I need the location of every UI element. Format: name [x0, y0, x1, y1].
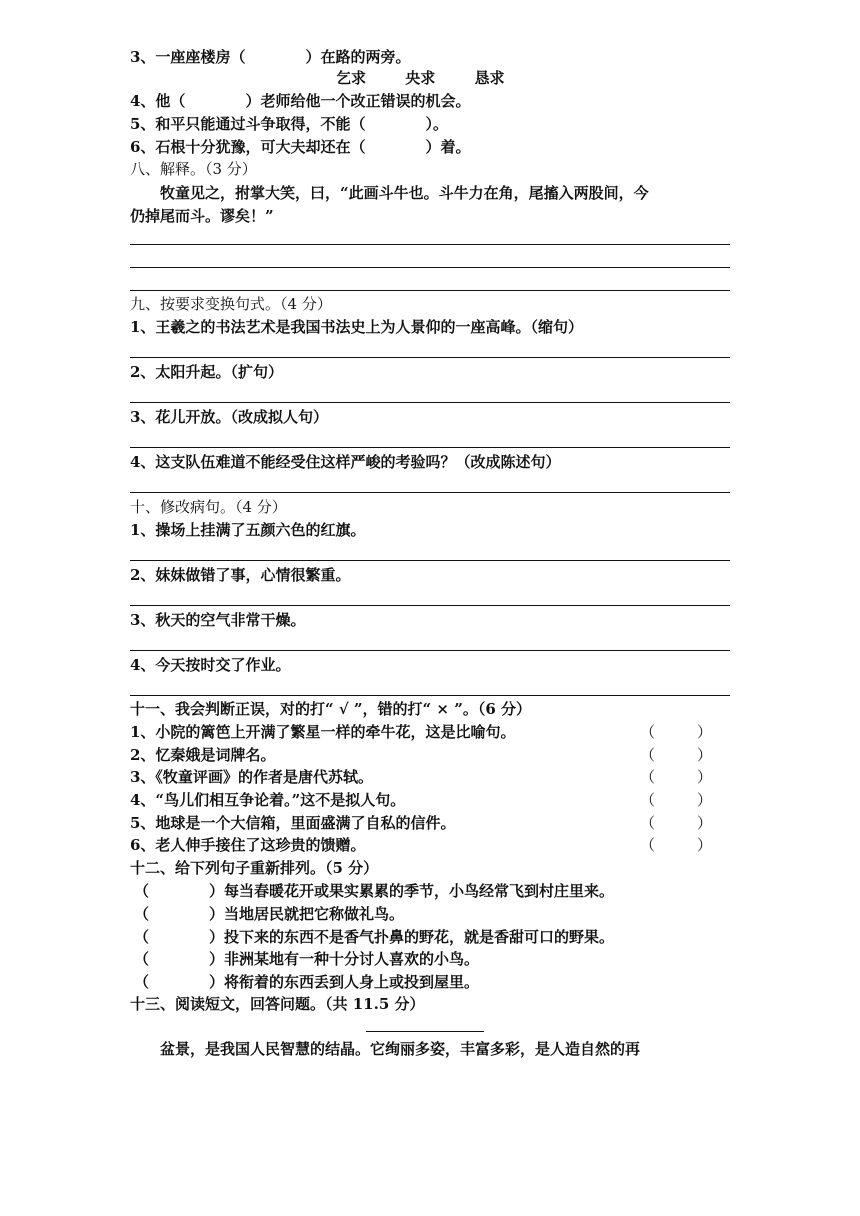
title-blank-line: [366, 1031, 484, 1032]
q8-text-line-2: 仍掉尾而斗。谬矣！”: [130, 207, 274, 225]
q11-answer-box-3[interactable]: [640, 766, 712, 788]
q11-answer-box-2[interactable]: [640, 744, 712, 766]
open-paren: （: [640, 814, 656, 832]
q8-answer-line-2[interactable]: [130, 267, 730, 268]
q11-answer-box-6[interactable]: [640, 834, 712, 856]
q9-answer-line-1[interactable]: [130, 357, 730, 358]
q9-answer-line-4[interactable]: [130, 492, 730, 493]
close-paren: ）: [696, 768, 712, 786]
q11-answer-box-5[interactable]: [640, 812, 712, 834]
q7-option-3: 恳求: [474, 69, 505, 87]
q11-item-1: 1、小院的篱笆上开满了繁星一样的牵牛花，这是比喻句。: [130, 723, 516, 741]
q9-item-2: 2、太阳升起。（扩句）: [130, 363, 283, 381]
q12-item-5: （ ）将衔着的东西丢到人身上或投到屋里。: [134, 973, 480, 991]
open-paren: （: [640, 791, 656, 809]
q7-option-2: 央求: [405, 69, 436, 87]
q8-text-line-1: 牧童见之，拊掌大笑，曰，“此画斗牛也。斗牛力在角，尾搐入两股间，今: [130, 184, 649, 202]
q11-answer-box-1[interactable]: [640, 721, 712, 743]
q12-item-1: （ ）每当春暖花开或果实累累的季节，小鸟经常飞到村庄里来。: [134, 882, 615, 900]
q10-answer-line-4[interactable]: [130, 695, 730, 696]
q11-item-2: 2、忆秦娥是词牌名。: [130, 746, 276, 764]
q7-item-5: 5、和平只能通过斗争取得，不能（ ）。: [130, 115, 448, 133]
q10-answer-line-3[interactable]: [130, 650, 730, 651]
open-paren: （: [640, 836, 656, 854]
q10-item-1: 1、操场上挂满了五颜六色的红旗。: [130, 521, 366, 539]
open-paren: （: [640, 768, 656, 786]
q12-title: 十二、给下列句子重新排列。（5 分）: [130, 859, 379, 877]
open-paren: （: [640, 746, 656, 764]
q13-title: 十三、阅读短文，回答问题。（共 11.5 分）: [130, 995, 425, 1013]
q11-item-4: 4、“鸟儿们相互争论着。”这不是拟人句。: [130, 791, 406, 809]
q11-item-3: 3、《牧童评画》的作者是唐代苏轼。: [130, 768, 373, 786]
q7-option-1: 乞求: [336, 69, 367, 87]
q10-answer-line-2[interactable]: [130, 605, 730, 606]
q8-answer-line-1[interactable]: [130, 244, 730, 245]
q12-item-3: （ ）投下来的东西不是香气扑鼻的野花，就是香甜可口的野果。: [134, 928, 615, 946]
q11-item-6: 6、老人伸手接住了这珍贵的馈赠。: [130, 836, 366, 854]
q9-item-3: 3、花儿开放。（改成拟人句）: [130, 408, 328, 426]
q9-answer-line-3[interactable]: [130, 447, 730, 448]
q10-title: 十、修改病句。（4 分）: [130, 498, 287, 516]
q12-item-2: （ ）当地居民就把它称做礼鸟。: [134, 905, 405, 923]
q13-passage: 盆景，是我国人民智慧的结晶。它绚丽多姿，丰富多彩，是人造自然的再: [130, 1040, 641, 1058]
q12-item-4: （ ）非洲某地有一种十分讨人喜欢的小鸟。: [134, 950, 480, 968]
open-paren: （: [640, 723, 656, 741]
q10-item-2: 2、妹妹做错了事，心情很繁重。: [130, 566, 351, 584]
q11-item-5: 5、地球是一个大信箱，里面盛满了自私的信件。: [130, 814, 456, 832]
q9-item-4: 4、这支队伍难道不能经受住这样严峻的考验吗？（改成陈述句）: [130, 453, 561, 471]
q7-item-4: 4、他（ ）老师给他一个改正错误的机会。: [130, 92, 471, 110]
q11-title: 十一、我会判断正误，对的打“ √ ”，错的打“ × ”。（6 分）: [130, 700, 531, 718]
close-paren: ）: [696, 836, 712, 854]
q9-answer-line-2[interactable]: [130, 402, 730, 403]
close-paren: ）: [696, 746, 712, 764]
q7-item-6: 6、石根十分犹豫，可大夫却还在（ ）着。: [130, 138, 471, 156]
q8-answer-line-3[interactable]: [130, 290, 730, 291]
close-paren: ）: [696, 814, 712, 832]
q10-item-4: 4、今天按时交了作业。: [130, 656, 291, 674]
q11-answer-box-4[interactable]: [640, 789, 712, 811]
q7-item-3: 3、一座座楼房（ ）在路的两旁。: [130, 48, 411, 66]
q10-answer-line-1[interactable]: [130, 560, 730, 561]
close-paren: ）: [696, 791, 712, 809]
q8-title: 八、解释。（3 分）: [130, 160, 257, 178]
q9-title: 九、按要求变换句式。（4 分）: [130, 295, 332, 313]
q7-options: [336, 67, 539, 89]
q10-item-3: 3、秋天的空气非常干燥。: [130, 611, 306, 629]
close-paren: ）: [696, 723, 712, 741]
q9-item-1: 1、王羲之的书法艺术是我国书法史上为人景仰的一座高峰。（缩句）: [130, 318, 583, 336]
